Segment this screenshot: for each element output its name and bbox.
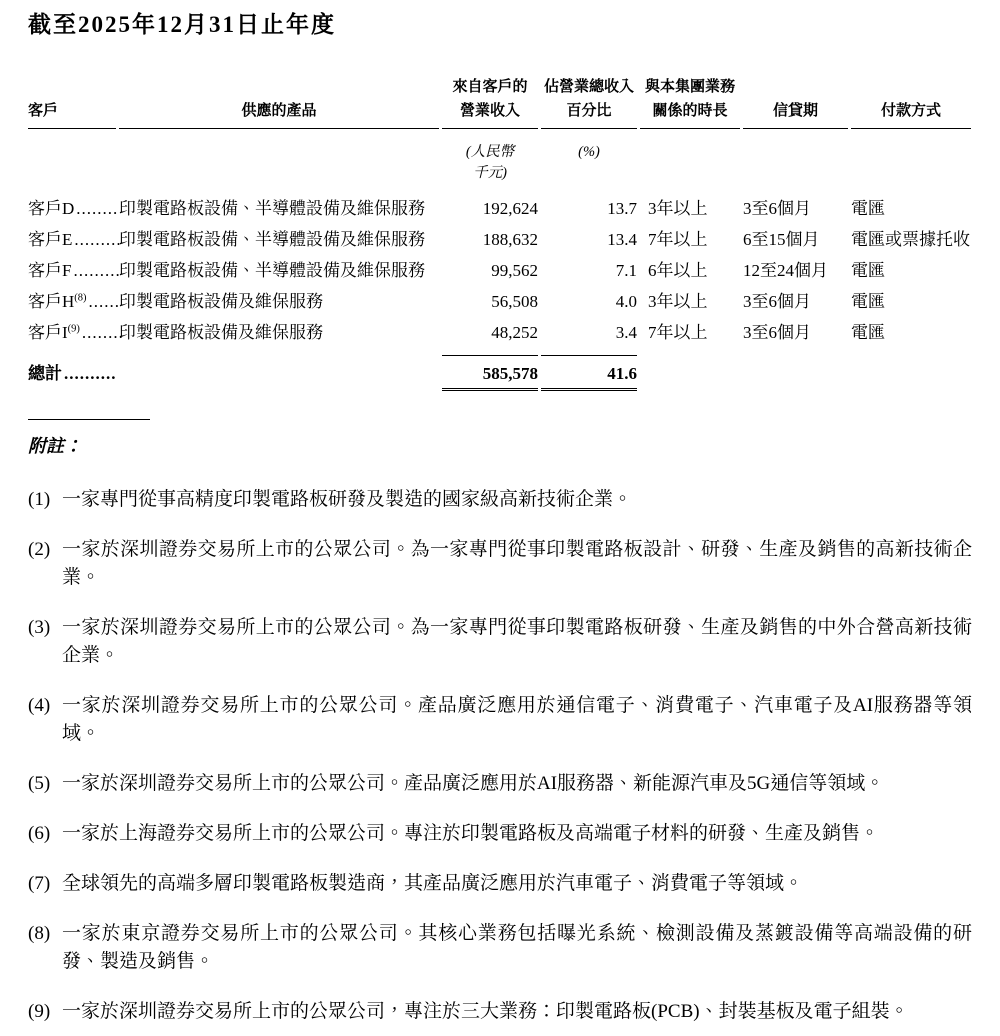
cell-customer — [28, 255, 121, 286]
cell-revenue: 48,252 — [491, 323, 538, 342]
total-percentage: 41.6 — [541, 355, 637, 391]
table-units-row — [28, 142, 972, 184]
cell-payment-method: 電匯或票據托收 — [851, 230, 970, 249]
cell-customer — [28, 317, 124, 348]
note-number: (1) — [28, 489, 51, 510]
note-item — [28, 770, 972, 798]
total-revenue: 585,578 — [442, 355, 538, 391]
cell-products: 印製電路板設備、半導體設備及維保服務 — [119, 199, 425, 218]
cell-payment-method: 電匯 — [851, 323, 885, 342]
note-number: (9) — [28, 1001, 51, 1022]
dot-leader: ......... — [74, 230, 122, 249]
table-total-row — [28, 355, 972, 391]
cell-relationship: 3年以上 — [648, 199, 708, 218]
note-text: 一家專門從事高精度印製電路板研發及製造的國家級高新技術企業。 — [62, 489, 633, 510]
note-text: 一家於上海證券交易所上市的公眾公司。專注於印製電路板及高端電子材料的研發、生產及銷售。 — [62, 823, 880, 844]
cell-payment-method: 電匯 — [851, 292, 885, 311]
col-header-relationship — [640, 75, 740, 129]
col-header-revenue — [442, 75, 538, 129]
cell-percentage: 13.4 — [607, 230, 637, 249]
table-row — [28, 193, 972, 224]
table-body — [28, 193, 972, 348]
note-number: (4) — [28, 695, 51, 716]
unit-revenue-line1: (人民幣 — [465, 144, 515, 160]
cell-payment-method: 電匯 — [851, 199, 885, 218]
cell-customer — [28, 193, 119, 224]
note-number: (7) — [28, 873, 51, 894]
footnote-ref: (9) — [67, 323, 80, 335]
customer-name: 客戶F — [28, 261, 72, 280]
col-header-relationship-line1: 與本集團業務 — [644, 79, 735, 95]
cell-revenue: 192,624 — [482, 199, 538, 218]
customer-name: 客戶H — [28, 292, 75, 311]
notes-heading: 附註： — [28, 436, 82, 456]
dot-leader: ...... — [88, 292, 121, 311]
note-item — [28, 536, 972, 592]
note-text: 一家於深圳證券交易所上市的公眾公司。產品廣泛應用於AI服務器、新能源汽車及5G通信等領域。 — [62, 773, 885, 794]
cell-percentage: 4.0 — [615, 292, 637, 311]
note-text: 全球領先的高端多層印製電路板製造商，其產品廣泛應用於汽車電子、消費電子等領域。 — [62, 873, 804, 894]
cell-products: 印製電路板設備、半導體設備及維保服務 — [119, 230, 425, 249]
note-item — [28, 998, 972, 1026]
col-header-percentage-line2: 百分比 — [566, 103, 612, 119]
cell-credit-period: 3至6個月 — [743, 199, 811, 218]
total-label-text: 總計 — [28, 364, 62, 383]
note-text: 一家於深圳證券交易所上市的公眾公司。為一家專門從事印製電路板設計、研發、生產及銷售的高新技術企業。 — [62, 539, 972, 588]
dot-leader: ........ — [81, 323, 124, 342]
col-header-products — [119, 99, 439, 129]
unit-revenue — [442, 142, 538, 184]
col-header-revenue-line1: 來自客戶的 — [452, 79, 528, 95]
col-header-revenue-line2: 營業收入 — [459, 103, 520, 119]
col-header-credit-period — [743, 99, 848, 129]
cell-credit-period: 12至24個月 — [743, 261, 828, 280]
customer-name: 客戶D — [28, 199, 75, 218]
dot-leader: ......... — [73, 261, 121, 280]
cell-payment-method: 電匯 — [851, 261, 885, 280]
note-item — [28, 920, 972, 976]
note-item — [28, 614, 972, 670]
col-header-products-label: 供應的產品 — [241, 103, 317, 119]
cell-revenue: 99,562 — [491, 261, 538, 280]
cell-products: 印製電路板設備及維保服務 — [119, 292, 323, 311]
cell-customer — [28, 286, 121, 317]
note-item — [28, 486, 972, 514]
cell-relationship: 7年以上 — [648, 230, 708, 249]
col-header-payment-label: 付款方式 — [880, 103, 941, 119]
table-row — [28, 317, 972, 348]
col-header-customer-label: 客戶 — [28, 103, 59, 119]
cell-customer — [28, 224, 122, 255]
col-header-payment-method — [851, 99, 971, 129]
note-text: 一家於深圳證券交易所上市的公眾公司。為一家專門從事印製電路板研發、生產及銷售的中外合營高新技術企業。 — [62, 617, 972, 666]
customer-name: 客戶E — [28, 230, 73, 249]
col-header-credit-label: 信貸期 — [772, 103, 818, 119]
unit-percentage-label: (%) — [578, 144, 600, 160]
cell-percentage: 3.4 — [615, 323, 637, 342]
table-row — [28, 255, 972, 286]
col-header-customer — [28, 99, 116, 129]
note-number: (2) — [28, 539, 51, 560]
cell-credit-period: 3至6個月 — [743, 292, 811, 311]
cell-relationship: 3年以上 — [648, 292, 708, 311]
note-number: (5) — [28, 773, 51, 794]
note-number: (3) — [28, 617, 51, 638]
cell-revenue: 56,508 — [491, 292, 538, 311]
table-row — [28, 286, 972, 317]
col-header-relationship-line2: 關係的時長 — [652, 103, 728, 119]
total-label — [28, 362, 439, 391]
cell-products: 印製電路板設備、半導體設備及維保服務 — [119, 261, 425, 280]
cell-percentage: 7.1 — [615, 261, 637, 280]
cell-products: 印製電路板設備及維保服務 — [119, 323, 323, 342]
note-item — [28, 692, 972, 748]
table-header-row — [28, 75, 972, 129]
cell-percentage: 13.7 — [607, 199, 637, 218]
unit-revenue-line2: 千元) — [473, 165, 507, 181]
note-text: 一家於深圳證券交易所上市的公眾公司，專注於三大業務：印製電路板(PCB)、封裝基板及電子組裝。 — [62, 1001, 909, 1022]
unit-percentage — [541, 142, 637, 163]
note-number: (6) — [28, 823, 51, 844]
note-item — [28, 820, 972, 848]
note-item — [28, 870, 972, 898]
footnote-separator-rule — [28, 419, 150, 420]
cell-revenue: 188,632 — [482, 230, 538, 249]
col-header-percentage — [541, 75, 637, 129]
cell-credit-period: 3至6個月 — [743, 323, 811, 342]
col-header-percentage-line1: 佔營業總收入 — [543, 79, 634, 95]
footnote-ref: (8) — [74, 292, 87, 304]
customers-table — [28, 75, 972, 391]
notes-list — [28, 486, 972, 1026]
cell-credit-period: 6至15個月 — [743, 230, 820, 249]
page-title: 截至2025年12月31日止年度 — [28, 12, 336, 37]
dot-leader: ........ — [76, 199, 119, 218]
customer-name: 客戶I — [28, 323, 68, 342]
cell-relationship: 7年以上 — [648, 323, 708, 342]
note-text: 一家於東京證券交易所上市的公眾公司。其核心業務包括曝光系統、檢測設備及蒸鍍設備等高端設備的研發、製造及銷售。 — [62, 923, 972, 972]
cell-relationship: 6年以上 — [648, 261, 708, 280]
note-text: 一家於深圳證券交易所上市的公眾公司。產品廣泛應用於通信電子、消費電子、汽車電子及AI服務器等領域。 — [62, 695, 972, 744]
note-number: (8) — [28, 923, 51, 944]
dot-leader: .......... — [64, 364, 117, 383]
table-row — [28, 224, 972, 255]
